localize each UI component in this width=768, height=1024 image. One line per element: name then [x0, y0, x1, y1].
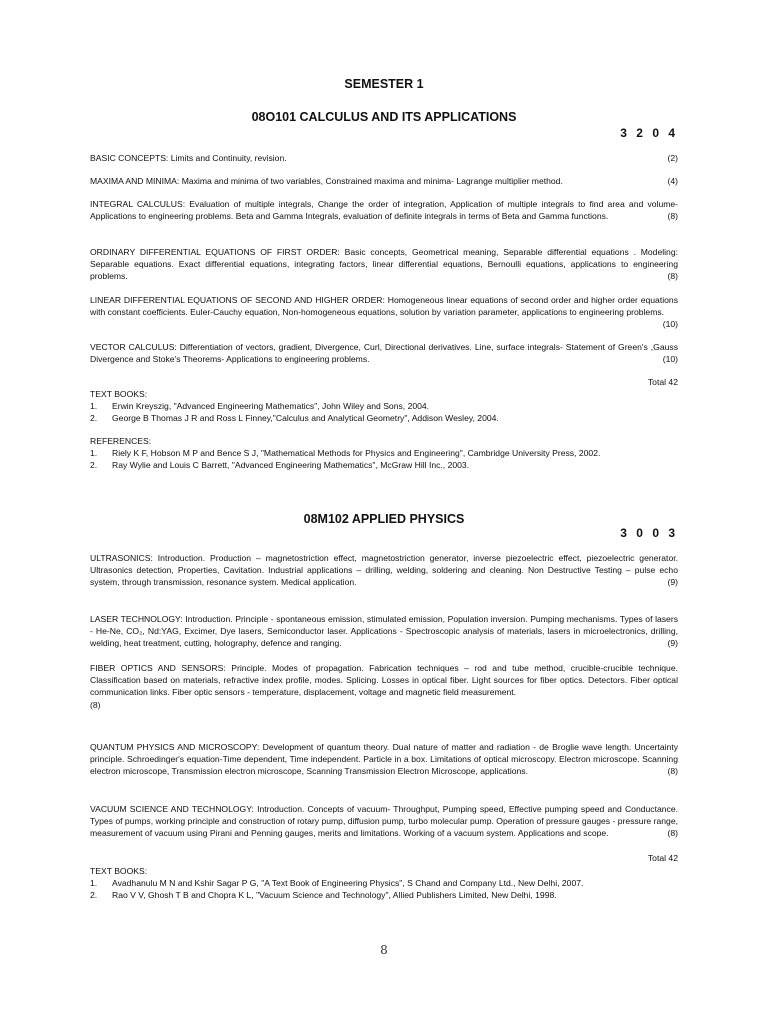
- topic-text: Principle. Modes of propagation. Fabrication techniques – rod and tube method, crucible-crucible technique. Classification based on materials, refractive index profile, modes. Splicing. Losses in optical fiber. Light sources for fiber optics. Detectors. Fiber optical communication links. Fiber optic sensors - temperature, displacement, voltage and magnetic field measurement.: [90, 663, 678, 698]
- topic-name: ORDINARY DIFFERENTIAL EQUATIONS OF FIRST ORDER:: [90, 247, 340, 257]
- topic-hours: (9): [667, 577, 678, 588]
- topic-text: Evaluation of multiple integrals, Change the order of integration, Application of multiple integrals to find area and volume- Applications to engineering problems. Beta and Gamma Integrals, evaluation of definite integrals in terms of Beta and Gamma functions.: [90, 199, 679, 222]
- topic-name: MAXIMA AND MINIMA:: [90, 176, 180, 186]
- topic-paragraph: [90, 152, 678, 164]
- course-title: 08O101 CALCULUS AND ITS APPLICATIONS: [251, 110, 517, 124]
- total-hours: Total 42: [647, 377, 678, 387]
- topic-hours: (9): [667, 638, 678, 649]
- topic-hours: (8): [667, 211, 678, 222]
- topic-paragraph: [90, 198, 678, 222]
- topic-name: LASER TECHNOLOGY:: [90, 614, 183, 624]
- course-credits: 3 2 0 4: [620, 126, 678, 140]
- list-item: 2. George B Thomas J R and Ross L Finney,"Calculus and Analytical Geometry", Addison Wesley, 2004.: [90, 412, 499, 423]
- total-hours: Total 42: [647, 853, 678, 863]
- topic-text: Differentiation of vectors, gradient, Divergence, Curl, Directional derivatives. Line, surface integrals- Statement of Green's ,Gauss Divergence and Stoke's Theorems- Applications to engineering problems.: [90, 342, 678, 365]
- topic-text: Introduction. Production – magnetostriction effect, magnetostriction generator, inverse piezoelectric effect, piezoelectric generator. Ultrasonics detection, Properties, Cavitation. Industrial applications – drilling, welding, soldering and cleaning. Non Destructive Testing – pulse echo system, through transmission, resonance system. Medical application.: [90, 553, 679, 588]
- topic-text: Limits and Continuity, revision.: [170, 153, 287, 163]
- topic-paragraph: [90, 662, 678, 711]
- textbooks-heading: TEXT BOOKS:: [90, 389, 148, 399]
- list-item: 1. Avadhanulu M N and Kshir Sagar P G, "A Text Book of Engineering Physics", S Chand and Company Ltd., New Delhi, 2007.: [90, 878, 584, 888]
- topic-name: BASIC CONCEPTS:: [90, 153, 169, 163]
- semester-heading: SEMESTER 1: [344, 77, 424, 91]
- topic-hours: (8): [90, 699, 101, 710]
- topic-text: Basic concepts, Geometrical meaning, Separable differential equations . Modeling: Separable equations. Exact differential equations, integrating factors, linear differential equations, Bernoulli equations, applications to engineering problems.: [90, 247, 679, 282]
- references-list: [90, 448, 678, 471]
- textbooks-heading: TEXT BOOKS:: [90, 866, 148, 876]
- topic-hours: (8): [667, 766, 678, 777]
- topic-paragraph: [90, 803, 678, 840]
- topic-hours: (4): [667, 176, 678, 186]
- topic-hours: (10): [662, 354, 678, 365]
- textbooks-list: [90, 401, 678, 424]
- list-item: 2. Rao V V, Ghosh T B and Chopra K L, "Vacuum Science and Technology", Allied Publishers Limited, New Delhi, 1998.: [90, 889, 557, 900]
- topic-paragraph: [90, 613, 678, 650]
- topic-paragraph: [90, 175, 678, 187]
- topic-text: Homogeneous linear equations of second order and higher order equations with constant coefficients. Euler-Cauchy equation, Non-homogeneous equations, solution by variation parameter, applications to engineering problems.: [90, 295, 678, 318]
- topic-text: Introduction. Principle - spontaneous emission, stimulated emission, Population inversion. Pumping mechanisms. Types of lasers - He-Ne, CO₂, Nd:YAG, Excimer, Dye lasers, Semiconductor laser. Applications - Spectroscopic analysis of materials, lasers in microelectronics, drilling, welding, heat treatment, cutting, holography, defence and ranging.: [90, 614, 678, 649]
- topic-hours: (2): [667, 153, 678, 163]
- topic-paragraph: [90, 246, 678, 283]
- topic-text: Maxima and minima of two variables, Constrained maxima and minima- Lagrange multiplier method.: [181, 176, 563, 186]
- topic-hours: (8): [667, 828, 678, 839]
- topic-name: INTEGRAL CALCULUS:: [90, 199, 186, 209]
- topic-hours: (8): [667, 271, 678, 282]
- references-heading: REFERENCES:: [90, 436, 152, 446]
- topic-name: ULTRASONICS:: [90, 553, 153, 563]
- topic-text: Introduction. Concepts of vacuum- Throughput, Pumping speed, Effective pumping speed and Conductance. Types of pumps, working principle and construction of rotary pump, diffusion pump, turbo molecular pump. Operation of pressure gauges - pressure range, measurement of vacuum using Pirani and Penning gauges, merits and limitations. Working of a vacuum system. Applications and scope.: [90, 804, 679, 839]
- topic-name: LINEAR DIFFERENTIAL EQUATIONS OF SECOND AND HIGHER ORDER:: [90, 295, 385, 305]
- list-item: 1. Erwin Kreyszig, "Advanced Engineering Mathematics", John Wiley and Sons, 2004.: [90, 401, 430, 411]
- course-title: 08M102 APPLIED PHYSICS: [303, 512, 465, 526]
- topic-name: VECTOR CALCULUS:: [90, 342, 177, 352]
- textbooks-list: [90, 878, 678, 901]
- topic-text: Development of quantum theory. Dual nature of matter and radiation - de Broglie wave length. Uncertainty principle. Schroedinger's equation-Time dependent, Time independent. Particle in a box. Limitations of optical microscopy. Electron microscope. Scanning electron microscope, Transmission electron microscope, Scanning Transmission Electron Microscope, applications.: [90, 742, 679, 777]
- topic-name: VACUUM SCIENCE AND TECHNOLOGY:: [90, 804, 254, 814]
- topic-paragraph: [90, 341, 678, 365]
- course-credits: 3 0 0 3: [620, 526, 678, 540]
- topic-paragraph: [90, 552, 678, 589]
- topic-name: FIBER OPTICS AND SENSORS:: [90, 663, 226, 673]
- list-item: 2. Ray Wylie and Louis C Barrett, "Advanced Engineering Mathematics", McGraw Hill Inc., 2003.: [90, 459, 470, 470]
- topic-name: QUANTUM PHYSICS AND MICROSCOPY:: [90, 742, 260, 752]
- topic-paragraph: [90, 741, 678, 778]
- topic-paragraph: [90, 294, 678, 331]
- topic-hours: (10): [662, 319, 678, 330]
- page-number: 8: [380, 943, 388, 957]
- list-item: 1. Riely K F, Hobson M P and Bence S J, "Mathematical Methods for Physics and Engineering", Cambridge University Press, 2002.: [90, 448, 601, 458]
